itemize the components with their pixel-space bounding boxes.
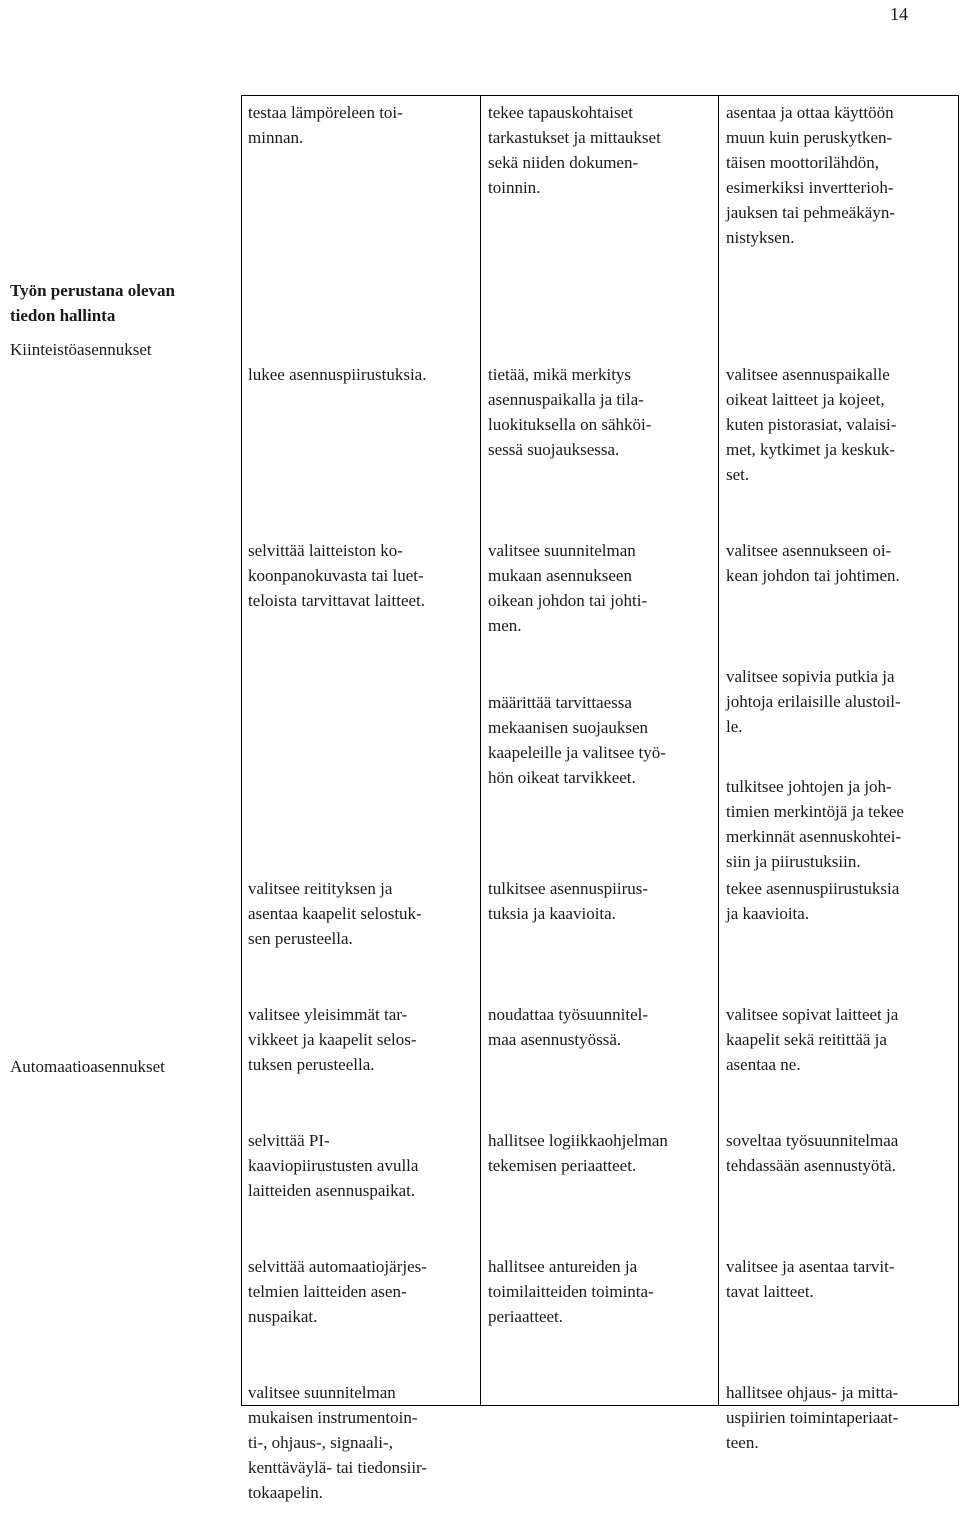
criterion-text: noudattaa työsuunnitel- maa asennustyössä. — [488, 1005, 649, 1049]
kiinteisto-col3 — [726, 337, 954, 899]
criterion-text: tulkitsee johtojen ja joh- timien merkintöjä ja tekee merkinnät asennuskohtei- siin ja piirustuksiin. — [726, 777, 904, 871]
criterion-text: tietää, mikä merkitys asennuspaikalla ja tila- luokituksella on sähköi- sessä suojauksessa. — [488, 365, 652, 459]
page-number: 14 — [890, 4, 908, 24]
criterion-text: valitsee sopivat laitteet ja kaapelit sekä reitittää ja asentaa ne. — [726, 1005, 899, 1074]
table-border-left — [241, 95, 242, 1406]
criterion-text: selvittää automaatiojärjes- telmien laitteiden asen- nuspaikat. — [248, 1257, 427, 1326]
kiinteisto-label: Kiinteistöasennukset — [10, 340, 152, 359]
criterion-text: lukee asennuspiirustuksia. — [248, 365, 427, 384]
criterion-text: valitsee yleisimmät tar- vikkeet ja kaapelit selos- tuksen perusteella. — [248, 1005, 417, 1074]
criterion-text: määrittää tarvittaessa mekaanisen suojauksen kaapeleille ja valitsee työ- hön oikeat tarvikkeet. — [488, 693, 666, 787]
top-row-col1 — [248, 100, 474, 150]
criterion-text: testaa lämpöreleen toi- minnan. — [248, 103, 403, 147]
criterion-text: valitsee suunnitelman mukaan asennukseen oikean johdon tai johti- men. — [488, 541, 648, 635]
automaatio-col2 — [488, 851, 714, 1354]
kiinteisto-col2 — [488, 337, 714, 815]
criterion-text: tekee tapauskohtaiset tarkastukset ja mittaukset sekä niiden dokumen- toinnin. — [488, 103, 661, 197]
automaatio-label: Automaatioasennukset — [10, 1057, 165, 1076]
criterion-text: asentaa ja ottaa käyttöön muun kuin peruskytken- täisen moottorilähdön, esimerkiksi invertterioh- jauksen tai pehmeäkäyn- nistyksen. — [726, 103, 895, 247]
criterion-text: hallitsee antureiden ja toimilaitteiden toiminta- periaatteet. — [488, 1257, 654, 1326]
criterion-text: valitsee asennuspaikalle oikeat laitteet ja kojeet, kuten pistorasiat, valaisi- met, kytkimet ja keskuk- set. — [726, 365, 897, 484]
criterion-text: valitsee asennukseen oi- kean johdon tai johtimen. — [726, 541, 900, 585]
criterion-text: valitsee ja asentaa tarvit- tavat laitteet. — [726, 1257, 895, 1301]
table-border-top — [241, 95, 959, 96]
automaatio-col1 — [248, 851, 474, 1530]
top-row-col2 — [488, 100, 714, 200]
top-row-col3 — [726, 100, 954, 250]
table-border-right — [958, 95, 959, 1406]
table-border-col3 — [718, 95, 719, 1406]
criterion-text: hallitsee ohjaus- ja mitta- uspiirien toimintaperiaat- teen. — [726, 1383, 899, 1452]
section-heading: Työn perustana olevan tiedon hallinta — [10, 281, 175, 325]
criterion-text: valitsee reitityksen ja asentaa kaapelit selostuk- sen perusteella. — [248, 879, 422, 948]
criterion-text: tulkitsee asennuspiirus- tuksia ja kaavioita. — [488, 879, 649, 923]
automaatio-col3 — [726, 851, 954, 1480]
criterion-text: soveltaa työsuunnitelmaa tehdassään asennustyötä. — [726, 1131, 899, 1175]
criterion-text: tekee asennuspiirustuksia ja kaavioita. — [726, 879, 900, 923]
criterion-text: selvittää laitteiston ko- koonpanokuvasta tai luet- teloista tarvittavat laitteet. — [248, 541, 426, 610]
criterion-text: selvittää PI- kaaviopiirustusten avulla laitteiden asennuspaikat. — [248, 1131, 419, 1200]
table-border-col2 — [480, 95, 481, 1406]
criterion-text: valitsee suunnitelman mukaisen instrumentoin- ti-, ohjaus-, signaali-, kenttäväylä- tai tiedonsiir- tokaapelin. — [248, 1383, 428, 1502]
kiinteisto-col1 — [248, 337, 474, 638]
criterion-text: hallitsee logiikkaohjelman tekemisen periaatteet. — [488, 1131, 668, 1175]
criterion-text: valitsee sopivia putkia ja johtoja erilaisille alustoil- le. — [726, 667, 901, 736]
